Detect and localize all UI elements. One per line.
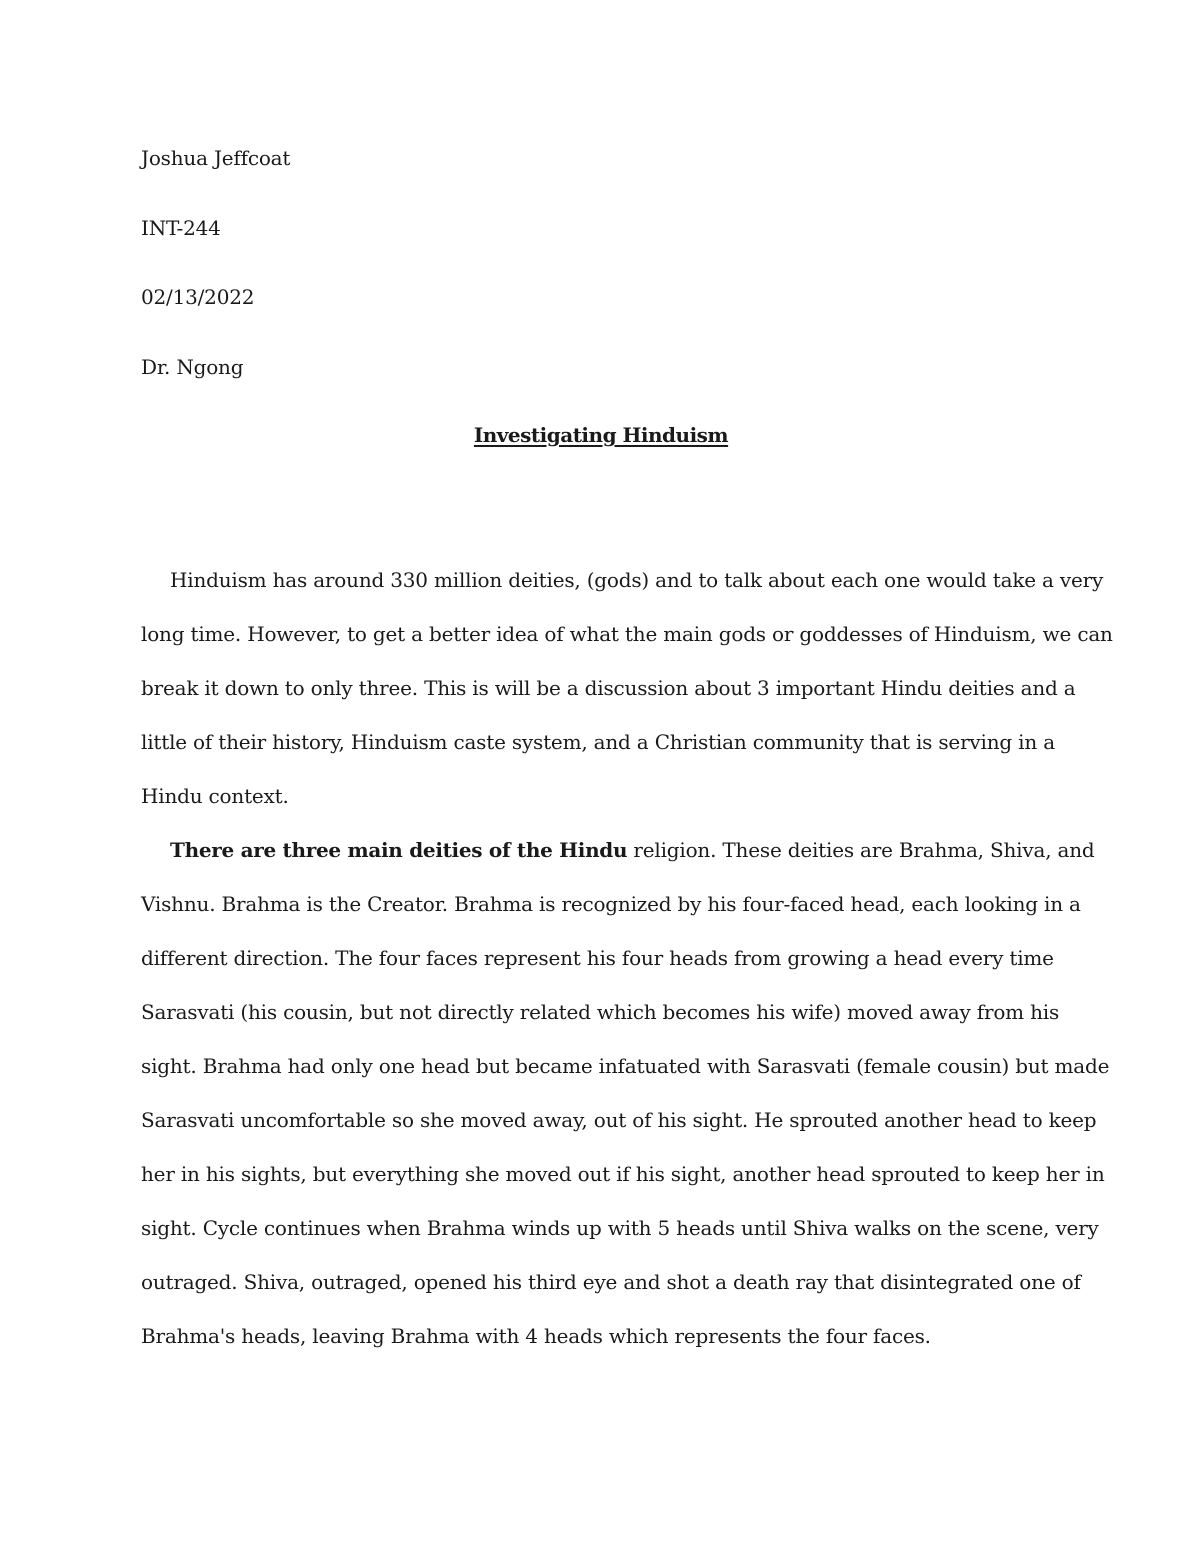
paragraph-line: Brahma's heads, leaving Brahma with 4 heads which represents the four faces. — [141, 1324, 931, 1348]
paragraph-first-line — [141, 823, 1095, 877]
paragraph-line: Hindu context. — [141, 784, 289, 808]
paragraph-deities — [141, 823, 1110, 1363]
title-spacer — [141, 455, 1061, 553]
paragraph-line: sight. Brahma had only one head but became infatuated with Sarasvati (female cousin) but made — [141, 1054, 1110, 1078]
date: 02/13/2022 — [141, 285, 255, 309]
paragraph-line: sight. Cycle continues when Brahma winds up with 5 heads until Shiva walks on the scene, very — [141, 1216, 1099, 1240]
paragraph-line: Vishnu. Brahma is the Creator. Brahma is recognized by his four-faced head, each looking in a — [141, 892, 1081, 916]
paragraph-line: Hinduism has around 330 million deities, (gods) and to talk about each one would take a very — [170, 568, 1104, 592]
paragraph-first-line-rest: religion. These deities are Brahma, Shiva, and — [627, 838, 1095, 862]
title-block — [141, 415, 1061, 455]
course-code: INT-244 — [141, 215, 221, 240]
paragraph-line: her in his sights, but everything she moved out if his sight, another head sprouted to keep her in — [141, 1162, 1105, 1186]
page-title: Investigating Hinduism — [473, 423, 729, 447]
author-name: Joshua Jeffcoat — [141, 146, 291, 170]
paragraph-intro — [141, 553, 1113, 823]
paragraph-line: Sarasvati (his cousin, but not directly related which becomes his wife) moved away from his — [141, 1000, 1060, 1024]
paragraph-line: break it down to only three. This is will be a discussion about 3 important Hindu deities and a — [141, 676, 1076, 700]
paragraph-line: different direction. The four faces represent his four heads from growing a head every time — [141, 946, 1054, 970]
paragraph-line: Sarasvati uncomfortable so she moved away, out of his sight. He sprouted another head to keep — [141, 1108, 1097, 1132]
paragraph-lead-bold: There are three main deities of the Hindu — [170, 838, 628, 862]
paragraph-line: long time. However, to get a better idea of what the main gods or goddesses of Hinduism, we can — [141, 622, 1113, 646]
instructor-name: Dr. Ngong — [141, 354, 244, 379]
paragraph-line: little of their history, Hinduism caste system, and a Christian community that is serving in a — [141, 730, 1055, 754]
paragraph-line: outraged. Shiva, outraged, opened his third eye and shot a death ray that disintegrated one of — [141, 1270, 1081, 1294]
document-body — [141, 138, 1113, 1363]
